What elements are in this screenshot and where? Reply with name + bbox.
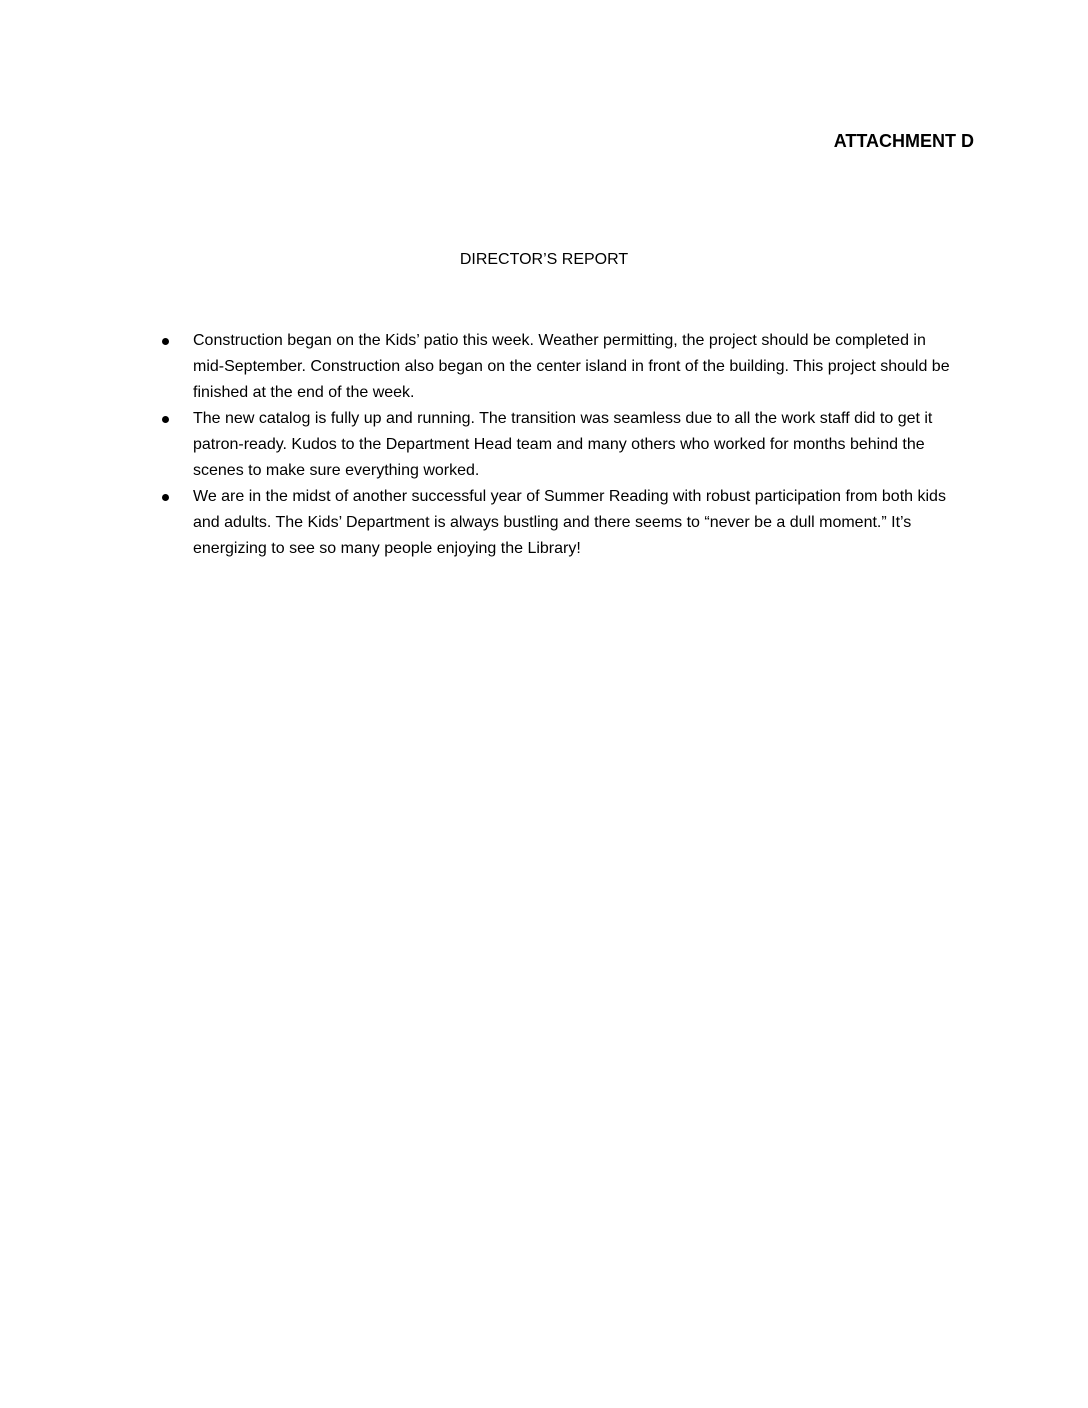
- attachment-label: ATTACHMENT D: [833, 131, 974, 151]
- report-title: DIRECTOR’S REPORT: [459, 251, 629, 268]
- report-bullet-list: [160, 328, 950, 562]
- list-item-text: The new catalog is fully up and running. The transition was seamless due to all the work staff did to get it patron-ready. Kudos to the Department Head team and many others who worked for months behind the scenes to make sure everything worked.: [193, 410, 933, 479]
- list-item-text: We are in the midst of another successful year of Summer Reading with robust participation from both kids and adults. The Kids’ Department is always bustling and there seems to “never be a dull moment.” It’s energizing to see so many people enjoying the Library!: [193, 488, 946, 557]
- list-item: [160, 406, 950, 484]
- list-item-text: Construction began on the Kids’ patio this week. Weather permitting, the project should be completed in mid-September. Construction also began on the center island in front of the building. This project should be finished at the end of the week.: [193, 332, 950, 401]
- bullet-icon: [162, 416, 169, 423]
- list-item: [160, 484, 950, 562]
- list-item: [160, 328, 950, 406]
- bullet-icon: [162, 494, 169, 501]
- bullet-icon: [162, 338, 169, 345]
